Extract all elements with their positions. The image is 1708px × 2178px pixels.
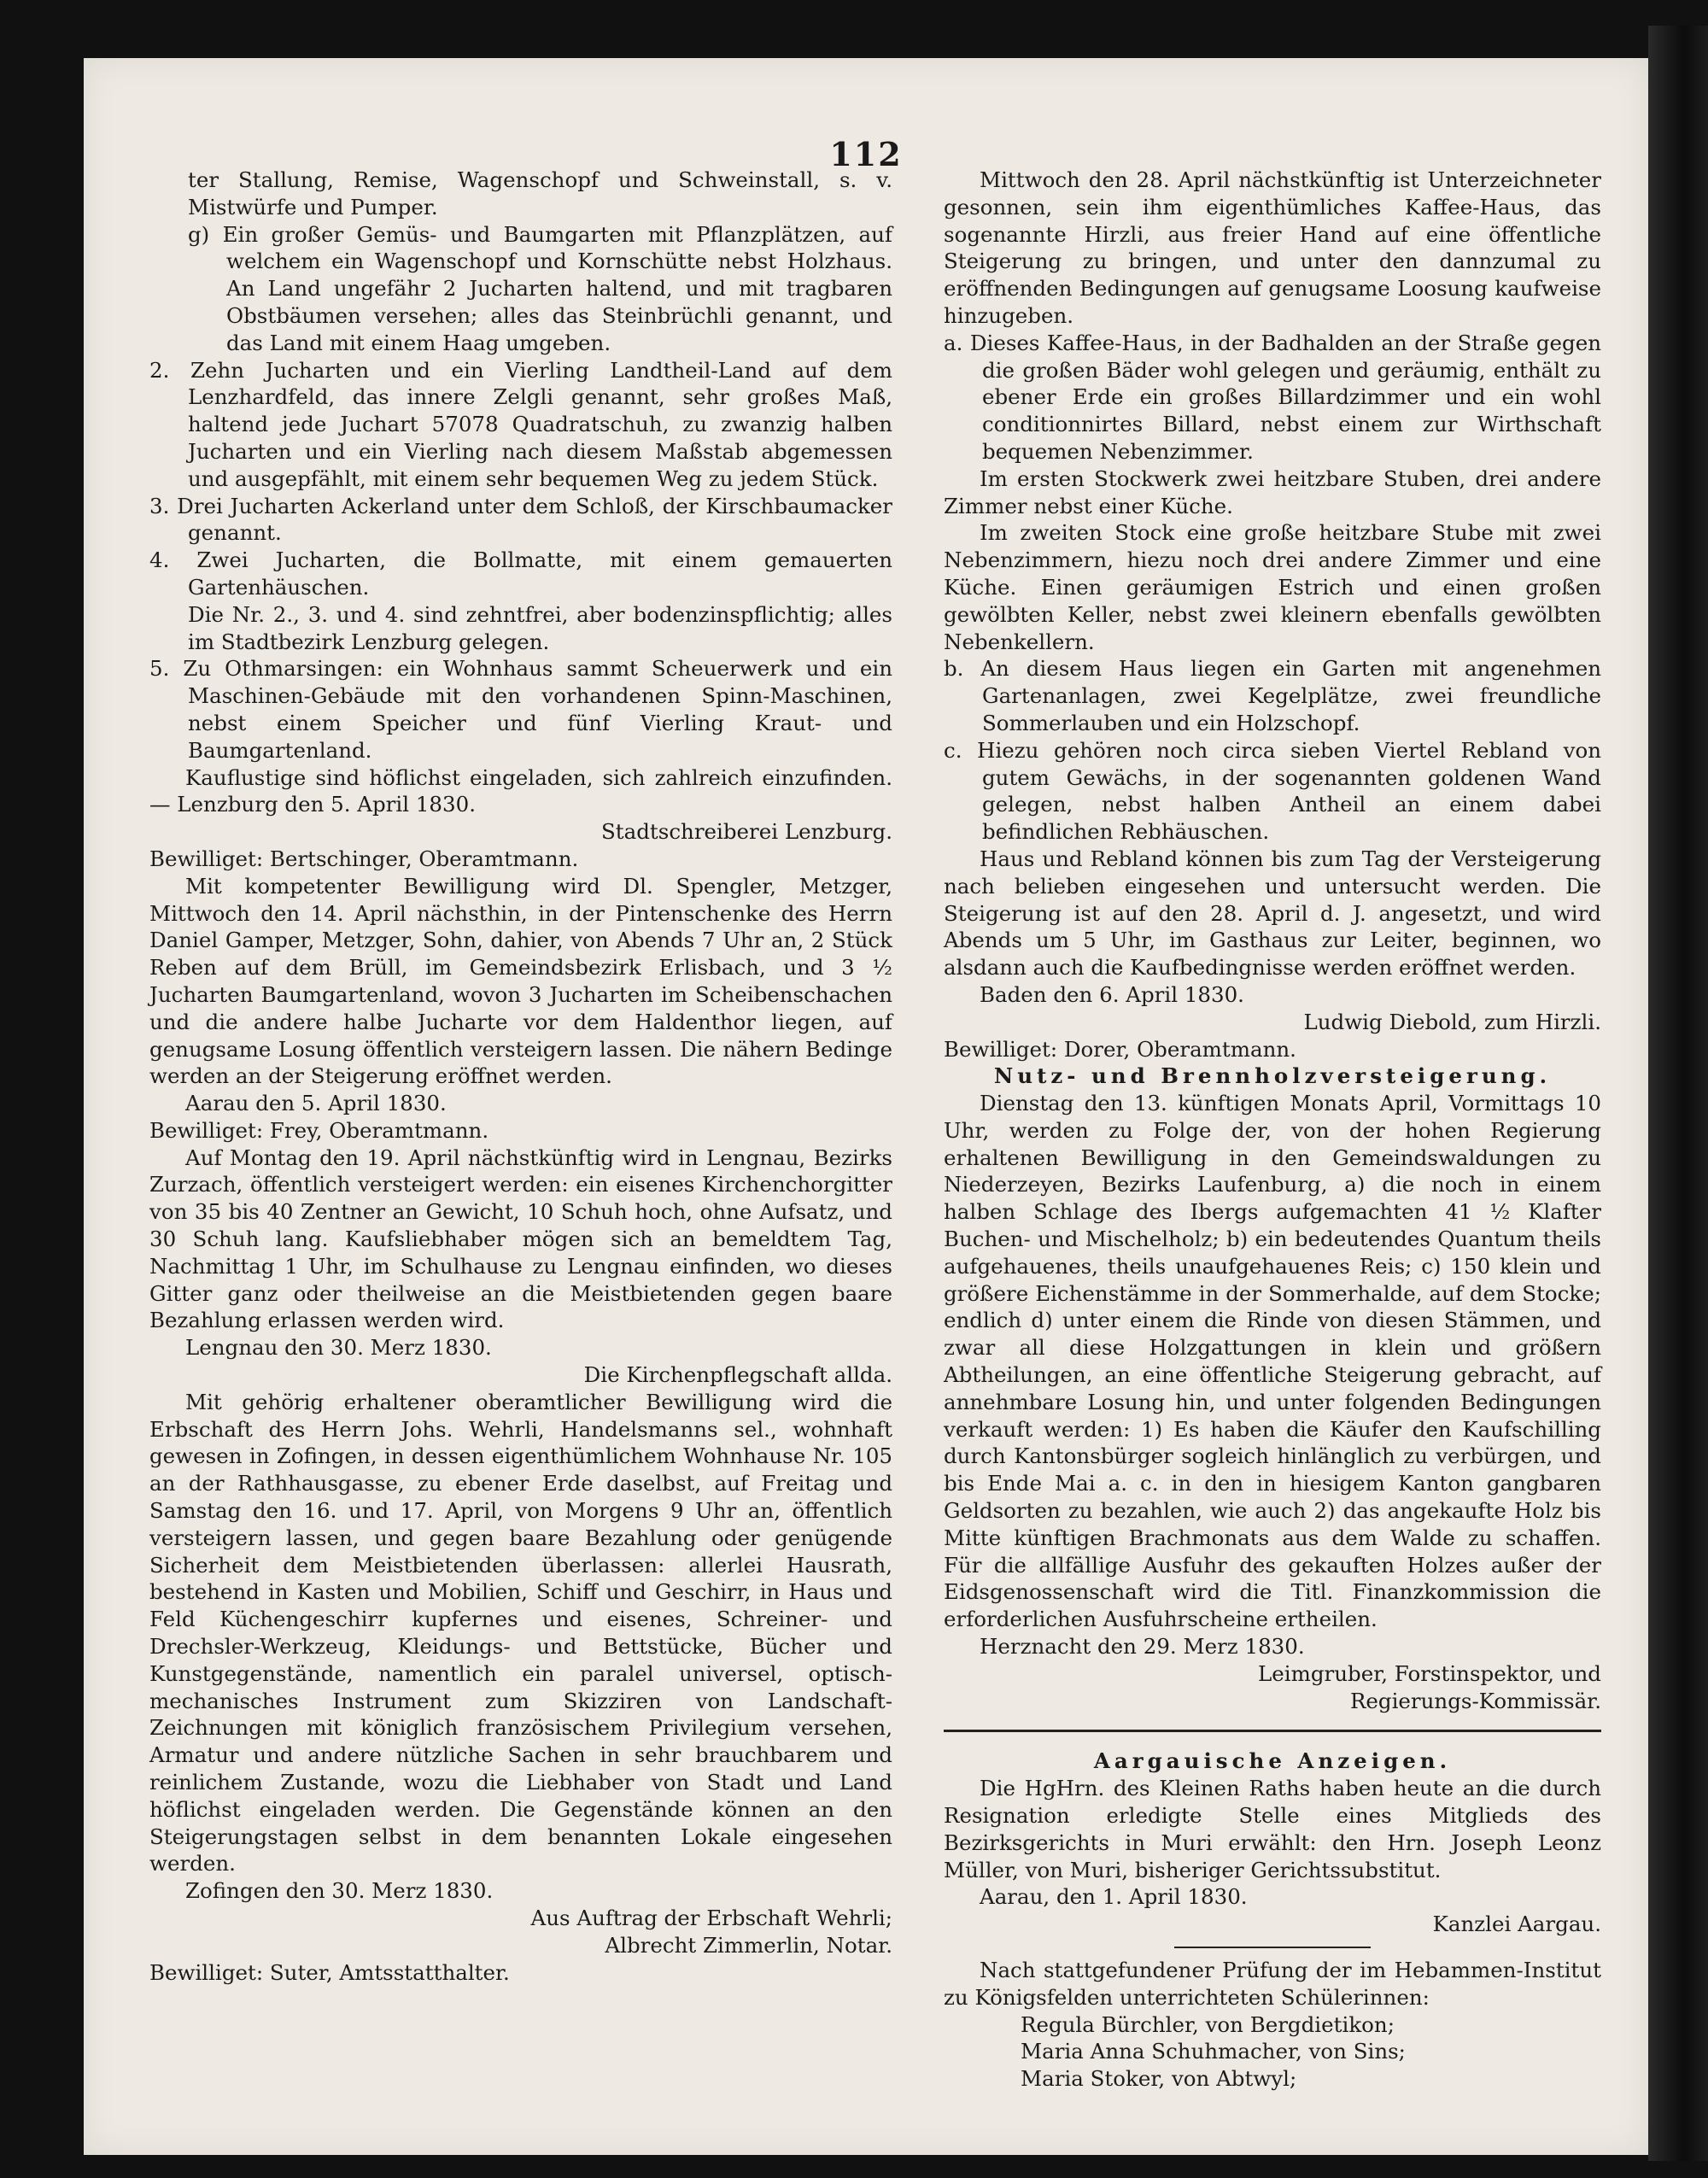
signature-kirchenpflege: Die Kirchenpflegschaft allda. xyxy=(583,1362,892,1388)
paragraph-rath: Die HgHrn. des Kleinen Raths haben heute an die durch Resignation erledigte Stelle eines Mitglieds des Bezirksgerichts in Muri erwählt: den Hrn. Joseph Leonz Müller, von Muri, bisheriger Gerichtssubstitut. xyxy=(944,1776,1601,1882)
paragraph-item-5: 5. Zu Othmarsingen: ein Wohnhaus sammt Scheuerwerk und ein Maschinen-Gebäude mit den vorhandenen Spinn-Maschinen, nebst einem Speicher und fünf Vierling Kraut- und Baumgartenland. xyxy=(149,656,892,763)
paragraph-item-g: g) Ein großer Gemüs- und Baumgarten mit Pflanzplätzen, auf welchem ein Wagenschopf und Kornschütte nebst Holzhaus. An Land ungefähr 2 Jucharten haltend, und mit tragbaren Obstbäumen versehen; alles das Steinbrüchli genannt, und das Land mit einem Haag umgeben. xyxy=(188,221,892,355)
list-item-name-2: Maria Anna Schuhmacher, von Sins; xyxy=(1021,2039,1406,2064)
date-aarau: Aarau den 5. April 1830. xyxy=(185,1091,447,1116)
paragraph-wehrli: Mit gehörig erhaltener oberamtlicher Bewilligung wird die Erbschaft des Herrn Johs. Wehrli, Handelsmanns sel., wohnhaft gewesen in Zofingen, in dessen eigenthümlichem Wohnhause Nr. 105 an der Rathhausgasse, zu ebener Erde daselbst, auf Freitag und Samstag den 16. und 17. April, von Morgens 9 Uhr an, öffentlich versteigern lassen, und gegen baare Bezahlung oder genügende Sicherheit dem Meistbietenden überlassen: allerlei Hausrath, bestehend in Kasten und Mobilien, Schiff und Geschirr, in Haus und Feld Küchengeschirr kupfernes und eisenes, Schreiner- und Drechsler-Werkzeug, Kleidungs- und Bettstücke, Bücher und Kunstgegenstände, namentlich ein paralel universel, optisch-mechanisches Instrument zum Skizziren von Landschaft-Zeichnungen mit königlich französischem Privilegium versehen, Armatur und andere nützliche Sachen in sehr brauchbarem und reinlichem Zustande, wozu die Liebhaber von Stadt und Land höflichst eingeladen werden. Die Gegenstände können an den Steigerungstagen selbst in dem benannten Lokale eingesehen werden. xyxy=(149,1389,892,1876)
signature-leimgruber-1: Leimgruber, Forstinspektor, und xyxy=(1258,1660,1601,1686)
approval-frey: Bewilliget: Frey, Oberamtmann. xyxy=(149,1117,489,1143)
paragraph-hirzli-intro: Mittwoch den 28. April nächstkünftig ist Unterzeichneter gesonnen, sein ihm eigenthümliches Kaffee-Haus, das sogenannte Hirzli, aus freier Hand auf eine öffentliche Steigerung zu bringen, und unter den dannzumal zu eröffnenden Bedingungen auf genugsame Loosung kaufweise hinzugeben. xyxy=(944,167,1601,328)
list-item-name-3: Maria Stoker, von Abtwyl; xyxy=(1021,2066,1297,2092)
paragraph-item-c: c. Hiezu gehören noch circa sieben Viertel Rebland von gutem Gewächs, in der sogenannten goldenen Wand gelegen, nebst halben Antheil an einem dabei befindlichen Rebhäuschen. xyxy=(944,737,1601,845)
heading-aargauische-anzeigen: Aargauische Anzeigen. xyxy=(1093,1748,1452,1774)
paragraph-item-a: a. Dieses Kaffee-Haus, in der Badhalden an der Straße gegen die großen Bäder wohl gelegen und geräumig, enthält zu ebener Erde ein großes Billardzimmer und ein wohl conditionnirtes Billard, nebst einem zur Wirthschaft bequemen Nebenzimmer. xyxy=(944,330,1601,464)
section-divider xyxy=(944,1730,1601,1732)
signature-kanzlei: Kanzlei Aargau. xyxy=(1432,1912,1601,1937)
approval-dorer: Bewilliget: Dorer, Oberamtmann. xyxy=(944,1036,1296,1062)
date-lengnau: Lengnau den 30. Merz 1830. xyxy=(185,1335,492,1361)
signature-wehrli-2: Albrecht Zimmerlin, Notar. xyxy=(605,1932,892,1958)
approval-bertschinger: Bewilliget: Bertschinger, Oberamtmann. xyxy=(149,846,579,871)
right-column xyxy=(944,167,1601,2093)
paragraph-kauflustige: Kauflustige sind höflichst eingeladen, sich zahlreich einzufinden. — Lenzburg den 5. April 1830. xyxy=(149,764,892,817)
paragraph-hebammen: Nach stattgefundener Prüfung der im Hebammen-Institut zu Königsfelden unterrichteten Schülerinnen: xyxy=(944,1958,1601,2010)
paragraph-item-3: 3. Drei Jucharten Ackerland unter dem Schloß, der Kirschbaumacker genannt. xyxy=(149,493,892,546)
paragraph-holz: Dienstag den 13. künftigen Monats April, Vormittags 10 Uhr, werden zu Folge der, von der hohen Regierung erhaltenen Bewilligung in den Gemeindswaldungen zu Niederzeyen, Bezirks Laufenburg, a) die noch in einem halben Schlage des Ibergs aufgemachten 41 ½ Klafter Buchen- und Mischelholz; b) ein bedeutendes Quantum theils aufgehauenes, theils unaufgehauenes Reis; c) 150 klein und größere Eichenstämme in der Sommerhalde, auf dem Stocke; endlich d) unter einem die Rinde von diesen Stämmen, und zwar all diese Holzgattungen in klein und größern Abtheilungen, an eine öffentliche Steigerung gebracht, auf annehmbare Losung hin, und unter folgenden Bedingungen verkauft werden: 1) Es haben die Käufer den Kaufschilling durch Kantonsbürger sogleich hinlänglich zu verbürgen, und bis Ende Mai a. c. in den in hiesigem Kanton gangbaren Geldsorten zu bezahlen, wie auch 2) das angekaufte Holz bis Mitte künftigen Brachmonats aus dem Walde zu schaffen. Für die allfällige Ausfuhr des gekauften Holzes außer der Eidsgenossenschaft wird die Titl. Finanzkommission die erforderlichen Ausfuhrscheine ertheilen. xyxy=(944,1091,1601,1632)
heading-holzversteigerung: Nutz- und Brennholzversteigerung. xyxy=(993,1063,1552,1089)
date-herznacht: Herznacht den 29. Merz 1830. xyxy=(980,1634,1305,1660)
signature-wehrli-1: Aus Auftrag der Erbschaft Wehrli; xyxy=(530,1906,892,1930)
list-item-name-1: Regula Bürchler, von Bergdietikon; xyxy=(1021,2011,1395,2037)
date-aarau-2: Aarau, den 1. April 1830. xyxy=(980,1884,1248,1910)
paragraph-item-b: b. An diesem Haus liegen ein Garten mit angenehmen Gartenanlagen, zwei Kegelplätze, zwei freundliche Sommerlauben und ein Holzschopf. xyxy=(944,656,1601,735)
paragraph-item-a-2: Im ersten Stockwerk zwei heitzbare Stuben, drei andere Zimmer nebst einer Küche. xyxy=(944,465,1601,518)
paragraph-lengnau: Auf Montag den 19. April nächstkünftig wird in Lengnau, Bezirks Zurzach, öffentlich versteigert werden: ein eisenes Kirchenchorgitter von 35 bis 40 Zentner an Gewicht, 10 Schuh hoch, ohne Aufsatz, und 30 Schuh lang. Kaufsliebhaber mögen sich an bemeldtem Tag, Nachmittag 1 Uhr, im Schulhause zu Lengnau einfinden, wo dieses Gitter ganz oder theilweise an die Meistbietenden gegen baare Bezahlung erlassen werden wird. xyxy=(149,1145,892,1333)
paragraph-stallung: ter Stallung, Remise, Wagenschopf und Schweinstall, s. v. Mistwürfe und Pumper. xyxy=(188,167,892,220)
paragraph-item-a-3: Im zweiten Stock eine große heitzbare Stube mit zwei Nebenzimmern, hiezu noch drei andere Zimmer und eine Küche. Einen geräumigen Estrich und einen großen gewölbten Keller, nebst zwei kleinern ebenfalls gewölbten Nebenkellern. xyxy=(944,520,1601,654)
page-number: 112 xyxy=(829,135,903,173)
date-baden: Baden den 6. April 1830. xyxy=(980,981,1244,1007)
signature-diebold: Ludwig Diebold, zum Hirzli. xyxy=(1303,1009,1601,1034)
short-divider xyxy=(1174,1947,1371,1948)
left-column xyxy=(149,167,892,1986)
adjacent-page-edge xyxy=(1648,26,1708,2161)
approval-suter: Bewilliget: Suter, Amtsstatthalter. xyxy=(149,1959,510,1985)
signature-leimgruber-2: Regierungs-Kommissär. xyxy=(1349,1688,1601,1713)
paragraph-note-234: Die Nr. 2., 3. und 4. sind zehntfrei, aber bodenzinspflichtig; alles im Stadtbezirk Lenzburg gelegen. xyxy=(188,601,892,654)
signature-lenzburg: Stadtschreiberei Lenzburg. xyxy=(600,819,892,845)
paragraph-haus-rebland: Haus und Rebland können bis zum Tag der Versteigerung nach belieben eingesehen und untersucht werden. Die Steigerung ist auf den 28. April d. J. angesetzt, und wird Abends um 5 Uhr, im Gasthaus zur Leiter, beginnen, wo alsdann auch die Kaufbedingnisse werden eröffnet werden. xyxy=(944,846,1601,981)
paragraph-item-2: 2. Zehn Jucharten und ein Vierling Landtheil-Land auf dem Lenzhardfeld, das innere Zelgli genannt, sehr großes Maß, haltend jede Juchart 57078 Quadratschuh, zu zwanzig halben Jucharten und ein Vierling nach diesem Maßstab abgemessen und ausgepfählt, mit einem sehr bequemen Weg zu jedem Stück. xyxy=(149,357,892,491)
paragraph-spengler: Mit kompetenter Bewilligung wird Dl. Spengler, Metzger, Mittwoch den 14. April nächsthin, in der Pintenschenke des Herrn Daniel Gamper, Metzger, Sohn, dahier, von Abends 7 Uhr an, 2 Stück Reben auf dem Brüll, im Gemeindsbezirk Erlisbach, und 3 ½ Jucharten Baumgartenland, wovon 3 Jucharten im Scheibenschachen und die andere halbe Jucharte vor dem Haldenthor liegen, auf genugsame Losung öffentlich versteigern lassen. Die nähern Bedinge werden an der Steigerung eröffnet werden. xyxy=(149,873,892,1089)
date-zofingen: Zofingen den 30. Merz 1830. xyxy=(185,1878,494,1904)
paragraph-item-4: 4. Zwei Jucharten, die Bollmatte, mit einem gemauerten Gartenhäuschen. xyxy=(149,547,892,600)
